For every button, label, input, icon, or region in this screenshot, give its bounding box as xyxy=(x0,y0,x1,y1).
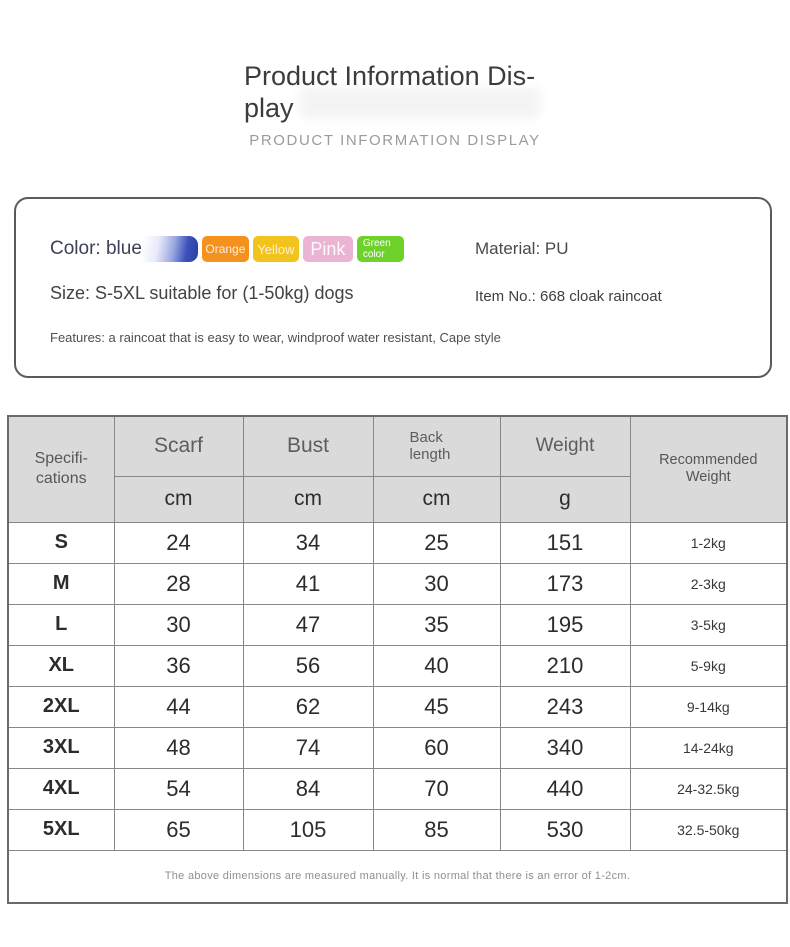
cell-bust: 74 xyxy=(243,727,373,768)
cell-recommended-weight: 14-24kg xyxy=(630,727,787,768)
cell-size: 4XL xyxy=(8,768,114,809)
header-bust: Bust xyxy=(243,416,373,476)
table-row-2xl xyxy=(8,686,787,727)
color-label: Color: blue xyxy=(50,238,142,259)
item-no-line: Item No.: 668 cloak raincoat xyxy=(475,288,662,305)
table-row-m xyxy=(8,563,787,604)
cell-weight: 530 xyxy=(500,809,630,850)
cell-size: XL xyxy=(8,645,114,686)
header-weight: Weight xyxy=(500,416,630,476)
color-swatch-blue xyxy=(143,236,198,262)
cell-scarf: 65 xyxy=(114,809,243,850)
header-scarf: Scarf xyxy=(114,416,243,476)
cell-back-length: 30 xyxy=(373,563,500,604)
cell-scarf: 24 xyxy=(114,522,243,563)
cell-recommended-weight: 9-14kg xyxy=(630,686,787,727)
cell-bust: 62 xyxy=(243,686,373,727)
unit-scarf: cm xyxy=(114,476,243,522)
color-line xyxy=(50,236,404,262)
features-line: Features: a raincoat that is easy to wear, windproof water resistant, Cape style xyxy=(50,330,501,345)
table-footnote-row xyxy=(8,850,787,903)
cell-size: L xyxy=(8,604,114,645)
unit-bust: cm xyxy=(243,476,373,522)
header-specifications-line1: Specifi- xyxy=(34,450,88,468)
cell-bust: 84 xyxy=(243,768,373,809)
cell-weight: 195 xyxy=(500,604,630,645)
cell-bust: 105 xyxy=(243,809,373,850)
header-back-length: Back length xyxy=(373,416,500,476)
cell-recommended-weight: 3-5kg xyxy=(630,604,787,645)
cell-back-length: 45 xyxy=(373,686,500,727)
cell-recommended-weight: 2-3kg xyxy=(630,563,787,604)
cell-scarf: 28 xyxy=(114,563,243,604)
color-swatch-green-label: Green color xyxy=(362,238,391,260)
material-line: Material: PU xyxy=(475,239,569,258)
table-row-s xyxy=(8,522,787,563)
page-title-line2: play xyxy=(244,92,294,123)
cell-scarf: 48 xyxy=(114,727,243,768)
cell-back-length: 70 xyxy=(373,768,500,809)
header-recommended-weight: Recommended Weight xyxy=(630,416,787,522)
header-specifications-line2: cations xyxy=(35,470,87,488)
cell-bust: 47 xyxy=(243,604,373,645)
cell-size: 5XL xyxy=(8,809,114,850)
cell-bust: 34 xyxy=(243,522,373,563)
cell-scarf: 36 xyxy=(114,645,243,686)
size-line: Size: S-5XL suitable for (1-50kg) dogs xyxy=(50,283,354,303)
size-chart-table xyxy=(7,415,788,904)
cell-weight: 173 xyxy=(500,563,630,604)
cell-scarf: 54 xyxy=(114,768,243,809)
cell-weight: 340 xyxy=(500,727,630,768)
cell-back-length: 85 xyxy=(373,809,500,850)
table-row-l xyxy=(8,604,787,645)
product-info-card xyxy=(14,197,772,378)
page-title xyxy=(0,61,790,124)
page-title-line1: Product Information Dis- xyxy=(244,61,536,91)
cell-recommended-weight: 1-2kg xyxy=(630,522,787,563)
table-row-xl xyxy=(8,645,787,686)
cell-back-length: 40 xyxy=(373,645,500,686)
cell-size: 3XL xyxy=(8,727,114,768)
color-swatch-green xyxy=(357,236,404,262)
cell-bust: 56 xyxy=(243,645,373,686)
cell-size: M xyxy=(8,563,114,604)
cell-back-length: 60 xyxy=(373,727,500,768)
cell-back-length: 35 xyxy=(373,604,500,645)
cell-scarf: 30 xyxy=(114,604,243,645)
cell-bust: 41 xyxy=(243,563,373,604)
table-footnote: The above dimensions are measured manually. It is normal that there is an error of 1-2cm. xyxy=(8,850,787,903)
cell-recommended-weight: 5-9kg xyxy=(630,645,787,686)
table-row-3xl xyxy=(8,727,787,768)
cell-scarf: 44 xyxy=(114,686,243,727)
cell-weight: 210 xyxy=(500,645,630,686)
page-subtitle: PRODUCT INFORMATION DISPLAY xyxy=(249,132,541,149)
color-swatch-pink: Pink xyxy=(303,236,353,262)
table-row-5xl xyxy=(8,809,787,850)
color-swatch-yellow: Yellow xyxy=(253,236,299,262)
cell-weight: 151 xyxy=(500,522,630,563)
cell-back-length: 25 xyxy=(373,522,500,563)
table-header-row-1 xyxy=(8,416,787,476)
cell-weight: 440 xyxy=(500,768,630,809)
color-swatch-orange: Orange xyxy=(202,236,249,262)
unit-weight: g xyxy=(500,476,630,522)
cell-recommended-weight: 24-32.5kg xyxy=(630,768,787,809)
cell-weight: 243 xyxy=(500,686,630,727)
cell-size: 2XL xyxy=(8,686,114,727)
cell-size: S xyxy=(8,522,114,563)
cell-recommended-weight: 32.5-50kg xyxy=(630,809,787,850)
table-row-4xl xyxy=(8,768,787,809)
header-specifications xyxy=(8,416,114,522)
unit-back-length: cm xyxy=(373,476,500,522)
